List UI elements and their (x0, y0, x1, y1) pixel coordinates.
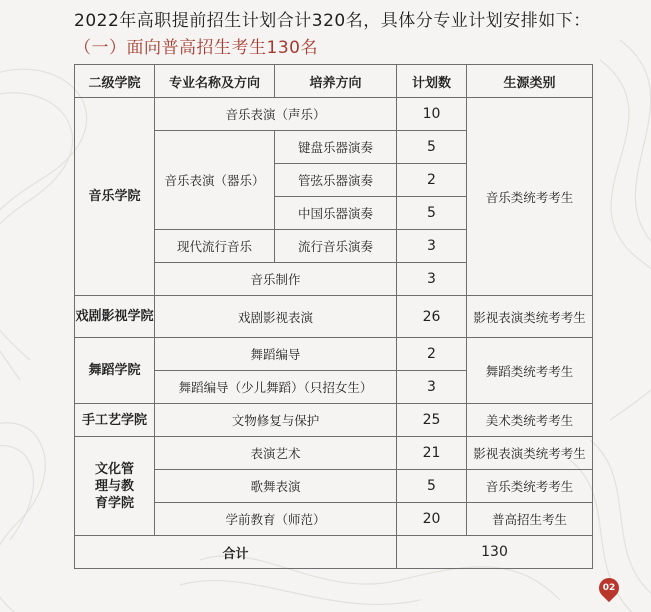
major-cell: 现代流行音乐 (155, 230, 275, 263)
source-cell: 普高招生考生 (467, 503, 593, 536)
quota-cell: 20 (397, 503, 467, 536)
source-cell: 音乐类统考考生 (467, 98, 593, 296)
enrollment-plan-table (74, 64, 593, 569)
header-major: 专业名称及方向 (155, 65, 275, 98)
major-cell: 音乐制作 (155, 263, 397, 296)
major-cell: 舞蹈编导 (155, 338, 397, 371)
section-subheading: （一）面向普高招生考生130名 (74, 38, 318, 58)
major-cell: 戏剧影视表演 (155, 296, 397, 338)
quota-cell: 3 (397, 263, 467, 296)
quota-cell: 25 (397, 404, 467, 437)
page-number-badge (595, 574, 623, 602)
quota-cell: 5 (397, 131, 467, 164)
intro-heading: 2022年高职提前招生计划合计320名，具体分专业计划安排如下： (74, 11, 591, 31)
quota-cell: 2 (397, 164, 467, 197)
table-row (75, 98, 593, 131)
source-cell: 舞蹈类统考考生 (467, 338, 593, 404)
total-row (75, 536, 593, 569)
table-row (75, 338, 593, 371)
table-row (75, 437, 593, 470)
page-number: 02 (602, 583, 616, 593)
quota-cell: 21 (397, 437, 467, 470)
source-cell: 影视表演类统考考生 (467, 437, 593, 470)
total-value: 130 (397, 536, 593, 569)
major-cell: 歌舞表演 (155, 470, 397, 503)
table-header-row (75, 65, 593, 98)
dept-music: 音乐学院 (75, 98, 155, 296)
major-cell: 音乐表演（器乐） (155, 131, 275, 230)
major-cell: 舞蹈编导（少儿舞蹈）（只招女生） (155, 371, 397, 404)
direction-cell: 键盘乐器演奏 (275, 131, 397, 164)
major-cell: 文物修复与保护 (155, 404, 397, 437)
major-cell: 表演艺术 (155, 437, 397, 470)
dept-craft: 手工艺学院 (75, 404, 155, 437)
header-quota: 计划数 (397, 65, 467, 98)
major-cell: 音乐表演（声乐） (155, 98, 397, 131)
header-direction: 培养方向 (275, 65, 397, 98)
quota-cell: 2 (397, 338, 467, 371)
quota-cell: 3 (397, 371, 467, 404)
dept-drama: 戏剧影视学院 (75, 296, 155, 338)
table-row (75, 404, 593, 437)
direction-cell: 管弦乐器演奏 (275, 164, 397, 197)
table-row (75, 296, 593, 338)
quota-cell: 3 (397, 230, 467, 263)
major-cell: 学前教育（师范） (155, 503, 397, 536)
source-cell: 音乐类统考考生 (467, 470, 593, 503)
source-cell: 影视表演类统考考生 (467, 296, 593, 338)
total-label: 合计 (75, 536, 397, 569)
quota-cell: 5 (397, 197, 467, 230)
dept-dance: 舞蹈学院 (75, 338, 155, 404)
direction-cell: 中国乐器演奏 (275, 197, 397, 230)
quota-cell: 10 (397, 98, 467, 131)
header-source: 生源类别 (467, 65, 593, 98)
dept-culture: 文化管理与教育学院 (75, 437, 155, 536)
quota-cell: 26 (397, 296, 467, 338)
source-cell: 美术类统考考生 (467, 404, 593, 437)
header-college: 二级学院 (75, 65, 155, 98)
direction-cell: 流行音乐演奏 (275, 230, 397, 263)
quota-cell: 5 (397, 470, 467, 503)
